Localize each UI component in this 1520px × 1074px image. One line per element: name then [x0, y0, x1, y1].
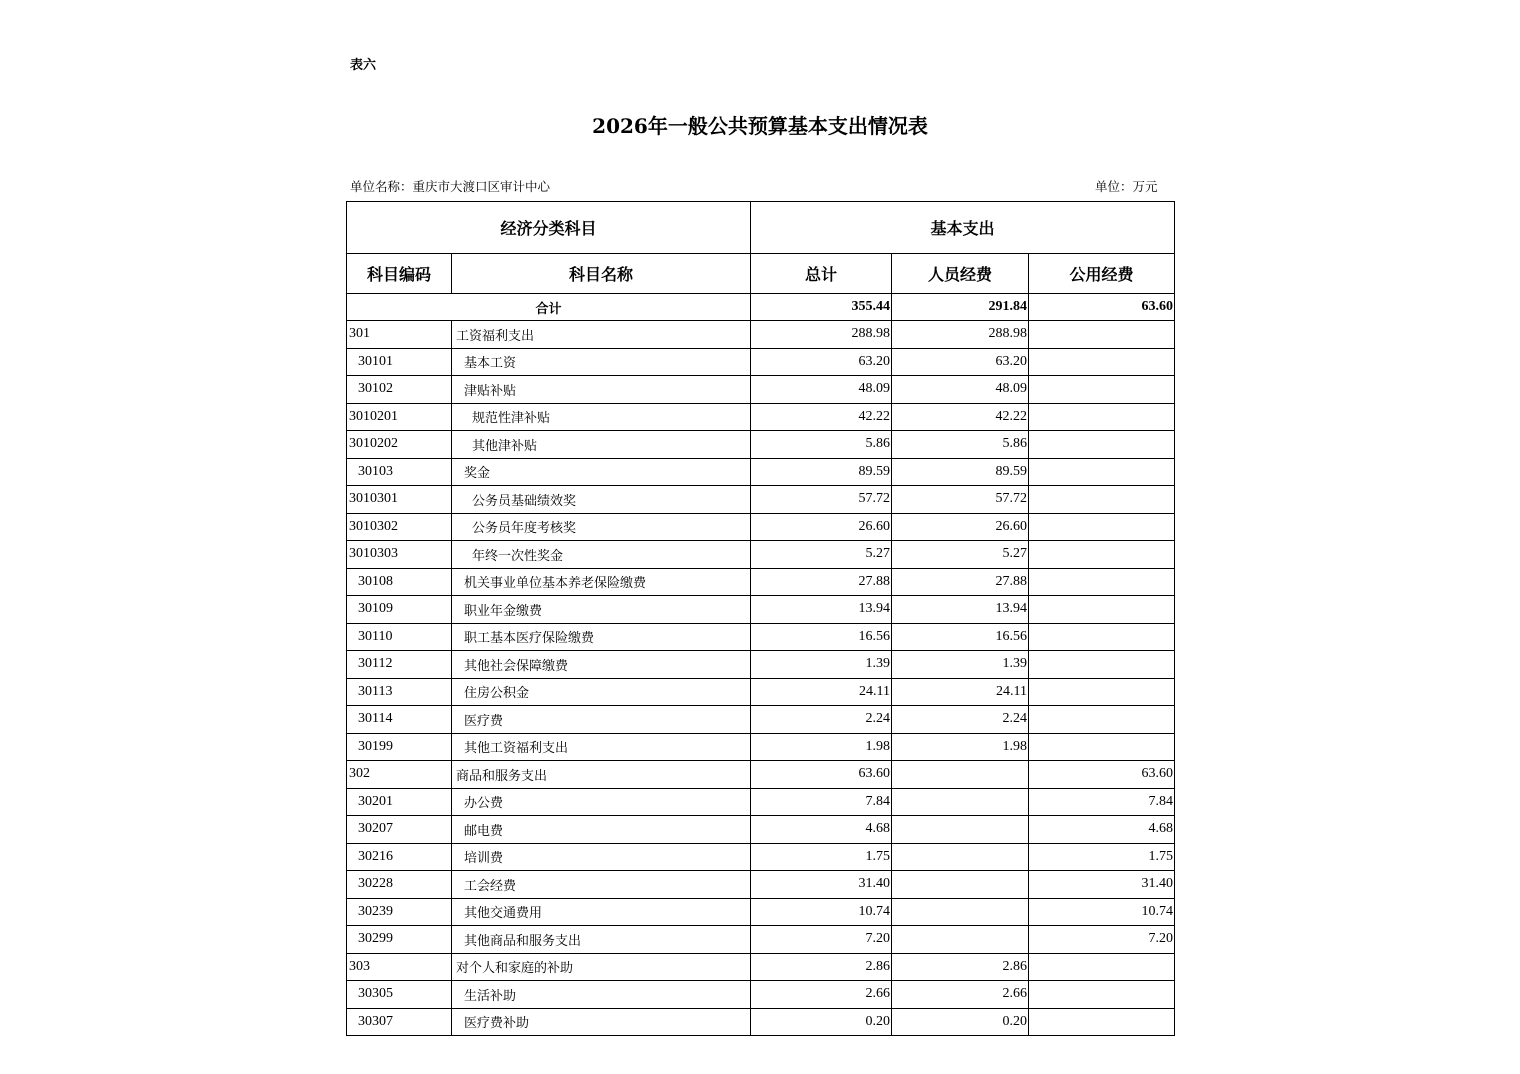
subject-name-cell: 工资福利支出	[452, 321, 751, 349]
expenditure-table	[346, 201, 1175, 1036]
subject-name-cell: 医疗费补助	[452, 1008, 751, 1036]
total-cell: 16.56	[751, 623, 892, 651]
table-row	[347, 321, 1175, 349]
public-cost-cell	[1029, 486, 1175, 514]
total-cell: 5.27	[751, 541, 892, 569]
subject-name-cell: 其他工资福利支出	[452, 733, 751, 761]
personnel-cost-cell: 288.98	[892, 321, 1029, 349]
subject-name-cell: 其他社会保障缴费	[452, 651, 751, 679]
public-cost-cell	[1029, 981, 1175, 1009]
subject-code-cell: 30102	[347, 376, 452, 404]
public-cost-cell: 1.75	[1029, 843, 1175, 871]
personnel-cost-cell	[892, 898, 1029, 926]
total-cell: 5.86	[751, 431, 892, 459]
subject-name-cell: 其他交通费用	[452, 898, 751, 926]
personnel-cost-cell	[892, 816, 1029, 844]
subject-code-cell: 30199	[347, 733, 452, 761]
table-row	[347, 816, 1175, 844]
subject-code-cell: 30114	[347, 706, 452, 734]
personnel-cost-cell: 0.20	[892, 1008, 1029, 1036]
currency-unit-label: 单位：万元	[1095, 179, 1158, 194]
public-cost-cell	[1029, 651, 1175, 679]
public-cost-cell	[1029, 321, 1175, 349]
personnel-cost-cell: 16.56	[892, 623, 1029, 651]
public-cost-cell	[1029, 623, 1175, 651]
total-cell: 0.20	[751, 1008, 892, 1036]
table-row	[347, 733, 1175, 761]
public-cost-cell	[1029, 568, 1175, 596]
subject-code-cell: 30113	[347, 678, 452, 706]
subject-name-cell: 年终一次性奖金	[452, 541, 751, 569]
public-cost-cell	[1029, 431, 1175, 459]
total-cell: 63.20	[751, 348, 892, 376]
personnel-cost-cell: 24.11	[892, 678, 1029, 706]
subject-code-cell: 3010303	[347, 541, 452, 569]
personnel-cost-cell: 1.39	[892, 651, 1029, 679]
total-cell: 42.22	[751, 403, 892, 431]
table-row	[347, 898, 1175, 926]
subject-name-cell: 邮电费	[452, 816, 751, 844]
total-cell: 1.98	[751, 733, 892, 761]
table-row	[347, 761, 1175, 789]
total-cell: 48.09	[751, 376, 892, 404]
subject-code-cell: 30216	[347, 843, 452, 871]
total-cell: 63.60	[751, 761, 892, 789]
subject-code-cell: 3010301	[347, 486, 452, 514]
personnel-cost-cell: 2.66	[892, 981, 1029, 1009]
subject-code-cell: 30108	[347, 568, 452, 596]
subject-code-cell: 301	[347, 321, 452, 349]
public-cost-cell: 10.74	[1029, 898, 1175, 926]
personnel-cost-cell	[892, 788, 1029, 816]
subject-name-cell: 其他津补贴	[452, 431, 751, 459]
personnel-cost-cell	[892, 926, 1029, 954]
total-cell: 1.39	[751, 651, 892, 679]
table-row	[347, 788, 1175, 816]
personnel-cost-cell: 1.98	[892, 733, 1029, 761]
public-cost-cell	[1029, 348, 1175, 376]
public-cost-cell	[1029, 513, 1175, 541]
subject-code-cell: 30228	[347, 871, 452, 899]
table-row	[347, 348, 1175, 376]
total-cell: 13.94	[751, 596, 892, 624]
header-basic-expenditure: 基本支出	[751, 202, 1175, 254]
personnel-cost-cell: 2.24	[892, 706, 1029, 734]
page-title: 2026年一般公共预算基本支出情况表	[592, 114, 928, 138]
header-total: 总计	[751, 254, 892, 294]
subject-code-cell: 30201	[347, 788, 452, 816]
header-economic-category: 经济分类科目	[347, 202, 751, 254]
table-row	[347, 486, 1175, 514]
subject-code-cell: 30239	[347, 898, 452, 926]
personnel-cost-cell: 42.22	[892, 403, 1029, 431]
subject-name-cell: 奖金	[452, 458, 751, 486]
table-row	[347, 871, 1175, 899]
total-cell: 2.86	[751, 953, 892, 981]
subject-name-cell: 住房公积金	[452, 678, 751, 706]
total-cell: 2.66	[751, 981, 892, 1009]
public-cost-cell	[1029, 458, 1175, 486]
total-row	[347, 294, 1175, 321]
total-cell: 26.60	[751, 513, 892, 541]
table-row	[347, 403, 1175, 431]
subject-name-cell: 机关事业单位基本养老保险缴费	[452, 568, 751, 596]
subject-name-cell: 对个人和家庭的补助	[452, 953, 751, 981]
table-row	[347, 376, 1175, 404]
total-cell: 24.11	[751, 678, 892, 706]
subject-code-cell: 3010202	[347, 431, 452, 459]
total-cell: 288.98	[751, 321, 892, 349]
personnel-cost-cell: 26.60	[892, 513, 1029, 541]
total-public: 63.60	[1029, 294, 1175, 321]
subject-name-cell: 基本工资	[452, 348, 751, 376]
table-row	[347, 981, 1175, 1009]
total-cell: 4.68	[751, 816, 892, 844]
table-row	[347, 678, 1175, 706]
subject-code-cell: 30299	[347, 926, 452, 954]
table-row	[347, 651, 1175, 679]
total-label: 合计	[347, 294, 751, 321]
public-cost-cell: 7.84	[1029, 788, 1175, 816]
table-row	[347, 541, 1175, 569]
total-cell: 10.74	[751, 898, 892, 926]
public-cost-cell: 31.40	[1029, 871, 1175, 899]
header-subject-code: 科目编码	[347, 254, 452, 294]
total-cell: 89.59	[751, 458, 892, 486]
unit-name-label: 单位名称：重庆市大渡口区审计中心	[350, 179, 551, 194]
personnel-cost-cell	[892, 843, 1029, 871]
subject-name-cell: 生活补助	[452, 981, 751, 1009]
subject-code-cell: 30109	[347, 596, 452, 624]
total-cell: 27.88	[751, 568, 892, 596]
total-cell: 1.75	[751, 843, 892, 871]
subject-code-cell: 30207	[347, 816, 452, 844]
public-cost-cell: 63.60	[1029, 761, 1175, 789]
subject-name-cell: 商品和服务支出	[452, 761, 751, 789]
subject-code-cell: 30112	[347, 651, 452, 679]
total-cell: 2.24	[751, 706, 892, 734]
subject-code-cell: 302	[347, 761, 452, 789]
subject-name-cell: 办公费	[452, 788, 751, 816]
table-row	[347, 623, 1175, 651]
subject-code-cell: 30307	[347, 1008, 452, 1036]
table-row	[347, 1008, 1175, 1036]
subject-code-cell: 30103	[347, 458, 452, 486]
personnel-cost-cell: 27.88	[892, 568, 1029, 596]
total-cell: 7.20	[751, 926, 892, 954]
personnel-cost-cell: 57.72	[892, 486, 1029, 514]
public-cost-cell	[1029, 1008, 1175, 1036]
personnel-cost-cell: 63.20	[892, 348, 1029, 376]
public-cost-cell	[1029, 541, 1175, 569]
table-number-label: 表六	[350, 58, 377, 73]
subject-name-cell: 津贴补贴	[452, 376, 751, 404]
subject-name-cell: 医疗费	[452, 706, 751, 734]
personnel-cost-cell: 48.09	[892, 376, 1029, 404]
public-cost-cell	[1029, 403, 1175, 431]
subject-code-cell: 303	[347, 953, 452, 981]
personnel-cost-cell: 5.27	[892, 541, 1029, 569]
table-row	[347, 706, 1175, 734]
total-cell: 7.84	[751, 788, 892, 816]
subject-code-cell: 30101	[347, 348, 452, 376]
table-row	[347, 458, 1175, 486]
subject-name-cell: 公务员基础绩效奖	[452, 486, 751, 514]
header-personnel-cost: 人员经费	[892, 254, 1029, 294]
total-cell: 31.40	[751, 871, 892, 899]
subject-code-cell: 3010302	[347, 513, 452, 541]
subject-name-cell: 规范性津补贴	[452, 403, 751, 431]
table-row	[347, 596, 1175, 624]
subject-name-cell: 职工基本医疗保险缴费	[452, 623, 751, 651]
table-row	[347, 843, 1175, 871]
table-row	[347, 568, 1175, 596]
public-cost-cell	[1029, 953, 1175, 981]
public-cost-cell	[1029, 706, 1175, 734]
table-row	[347, 953, 1175, 981]
table-row	[347, 513, 1175, 541]
table-row	[347, 926, 1175, 954]
header-public-cost: 公用经费	[1029, 254, 1175, 294]
public-cost-cell	[1029, 733, 1175, 761]
public-cost-cell	[1029, 678, 1175, 706]
subject-name-cell: 其他商品和服务支出	[452, 926, 751, 954]
total-personnel: 291.84	[892, 294, 1029, 321]
personnel-cost-cell: 5.86	[892, 431, 1029, 459]
public-cost-cell	[1029, 596, 1175, 624]
subject-name-cell: 工会经费	[452, 871, 751, 899]
table-row	[347, 431, 1175, 459]
subject-name-cell: 公务员年度考核奖	[452, 513, 751, 541]
personnel-cost-cell: 89.59	[892, 458, 1029, 486]
personnel-cost-cell	[892, 871, 1029, 899]
personnel-cost-cell	[892, 761, 1029, 789]
public-cost-cell	[1029, 376, 1175, 404]
header-subject-name: 科目名称	[452, 254, 751, 294]
subject-code-cell: 3010201	[347, 403, 452, 431]
subject-code-cell: 30305	[347, 981, 452, 1009]
personnel-cost-cell: 13.94	[892, 596, 1029, 624]
subject-name-cell: 职业年金缴费	[452, 596, 751, 624]
public-cost-cell: 4.68	[1029, 816, 1175, 844]
subject-name-cell: 培训费	[452, 843, 751, 871]
public-cost-cell: 7.20	[1029, 926, 1175, 954]
subject-code-cell: 30110	[347, 623, 452, 651]
total-total: 355.44	[751, 294, 892, 321]
personnel-cost-cell: 2.86	[892, 953, 1029, 981]
total-cell: 57.72	[751, 486, 892, 514]
